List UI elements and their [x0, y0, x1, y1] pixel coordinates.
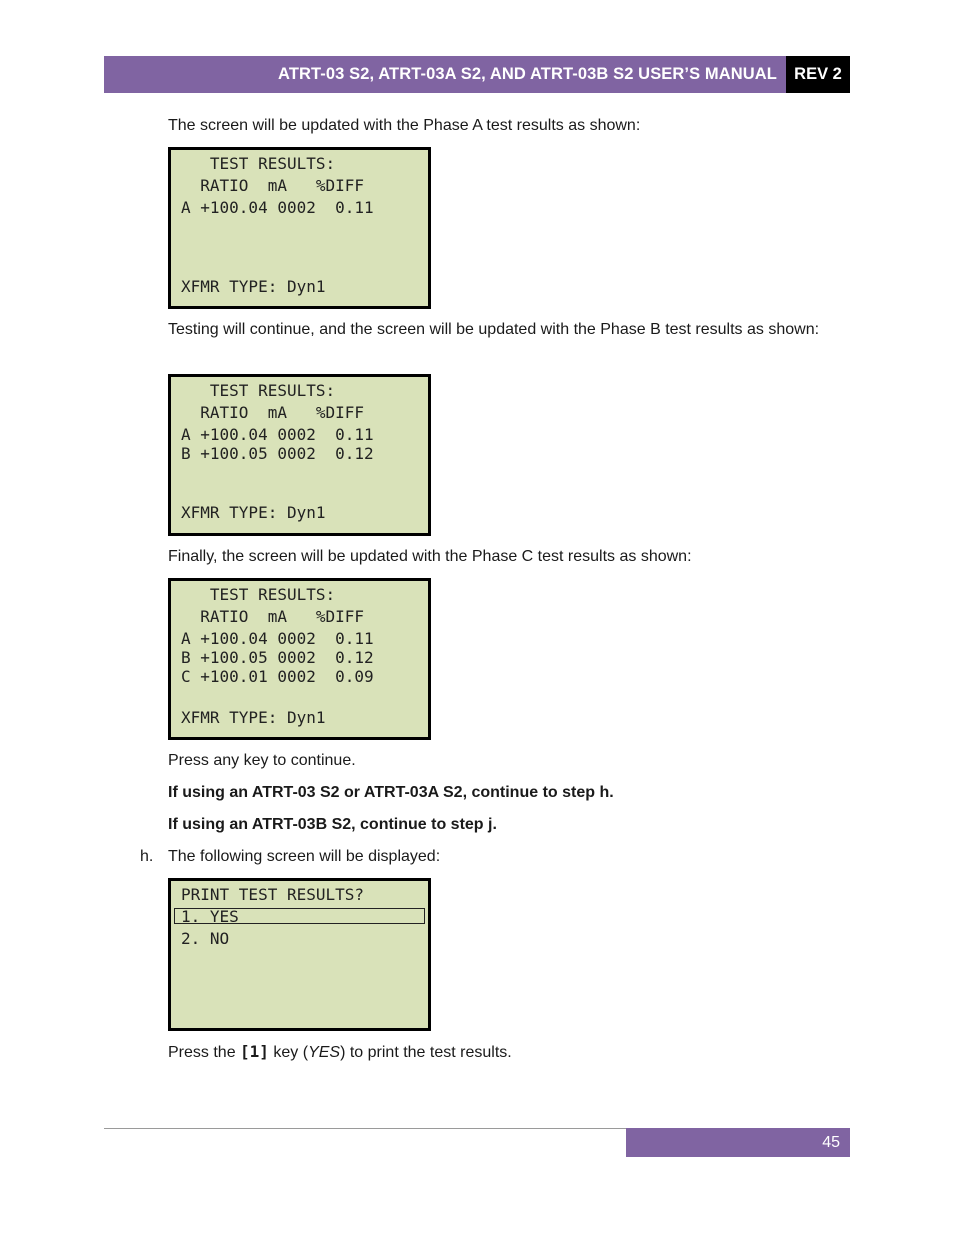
- lcd-xfmr-type: XFMR TYPE: Dyn1: [181, 503, 326, 522]
- lcd-result-row-c: C +100.01 0002 0.09: [181, 667, 374, 686]
- lcd-result-row-b: B +100.05 0002 0.12: [181, 444, 374, 463]
- lcd-title: TEST RESULTS:: [181, 381, 336, 400]
- lcd-screen-phase-c: [168, 578, 431, 740]
- step-h-label: h.: [140, 848, 154, 865]
- paragraph-print-instruction: [168, 1040, 512, 1064]
- lcd-result-row-a: A +100.04 0002 0.11: [181, 198, 374, 217]
- page-number: 45: [822, 1133, 840, 1151]
- lcd-screen-phase-a: [168, 147, 431, 309]
- revision-badge: REV 2: [786, 56, 850, 93]
- lcd-xfmr-type: XFMR TYPE: Dyn1: [181, 708, 326, 727]
- page-header: [104, 56, 850, 93]
- lcd-option-yes: 1. YES: [181, 907, 239, 926]
- manual-title: ATRT-03 S2, ATRT-03A S2, AND ATRT-03B S2 USER’S MANUAL: [278, 65, 777, 83]
- text-segment: key (: [268, 1044, 309, 1061]
- lcd-column-headers: RATIO mA %DIFF: [181, 176, 365, 195]
- paragraph-press-any-key: Press any key to continue.: [168, 752, 356, 769]
- lcd-xfmr-type: XFMR TYPE: Dyn1: [181, 277, 326, 296]
- lcd-title: TEST RESULTS:: [181, 154, 336, 173]
- lcd-title: PRINT TEST RESULTS?: [181, 885, 365, 904]
- step-h-text: The following screen will be displayed:: [168, 848, 441, 865]
- key-1: [1]: [240, 1042, 269, 1061]
- lcd-column-headers: RATIO mA %DIFF: [181, 607, 365, 626]
- lcd-screen-phase-b: [168, 374, 431, 536]
- text-segment: ) to print the test results.: [340, 1044, 512, 1061]
- lcd-title: TEST RESULTS:: [181, 585, 336, 604]
- lcd-screen-print: [168, 878, 431, 1031]
- paragraph-phase-c: Finally, the screen will be updated with the Phase C test results as shown:: [168, 548, 692, 565]
- page-footer: [626, 1128, 850, 1157]
- lcd-column-headers: RATIO mA %DIFF: [181, 403, 365, 422]
- lcd-option-no: 2. NO: [181, 929, 230, 948]
- text-yes-italic: YES: [308, 1044, 341, 1061]
- paragraph-phase-a: The screen will be updated with the Phase A test results as shown:: [168, 117, 641, 134]
- lcd-result-row-a: A +100.04 0002 0.11: [181, 629, 374, 648]
- lcd-result-row-b: B +100.05 0002 0.12: [181, 648, 374, 667]
- paragraph-phase-b: Testing will continue, and the screen will be updated with the Phase B test results as shown:: [168, 321, 820, 338]
- paragraph-goto-step-j: If using an ATRT-03B S2, continue to step j.: [168, 816, 497, 833]
- paragraph-goto-step-h: If using an ATRT-03 S2 or ATRT-03A S2, continue to step h.: [168, 784, 614, 801]
- lcd-result-row-a: A +100.04 0002 0.11: [181, 425, 374, 444]
- text-segment: Press the: [168, 1044, 241, 1061]
